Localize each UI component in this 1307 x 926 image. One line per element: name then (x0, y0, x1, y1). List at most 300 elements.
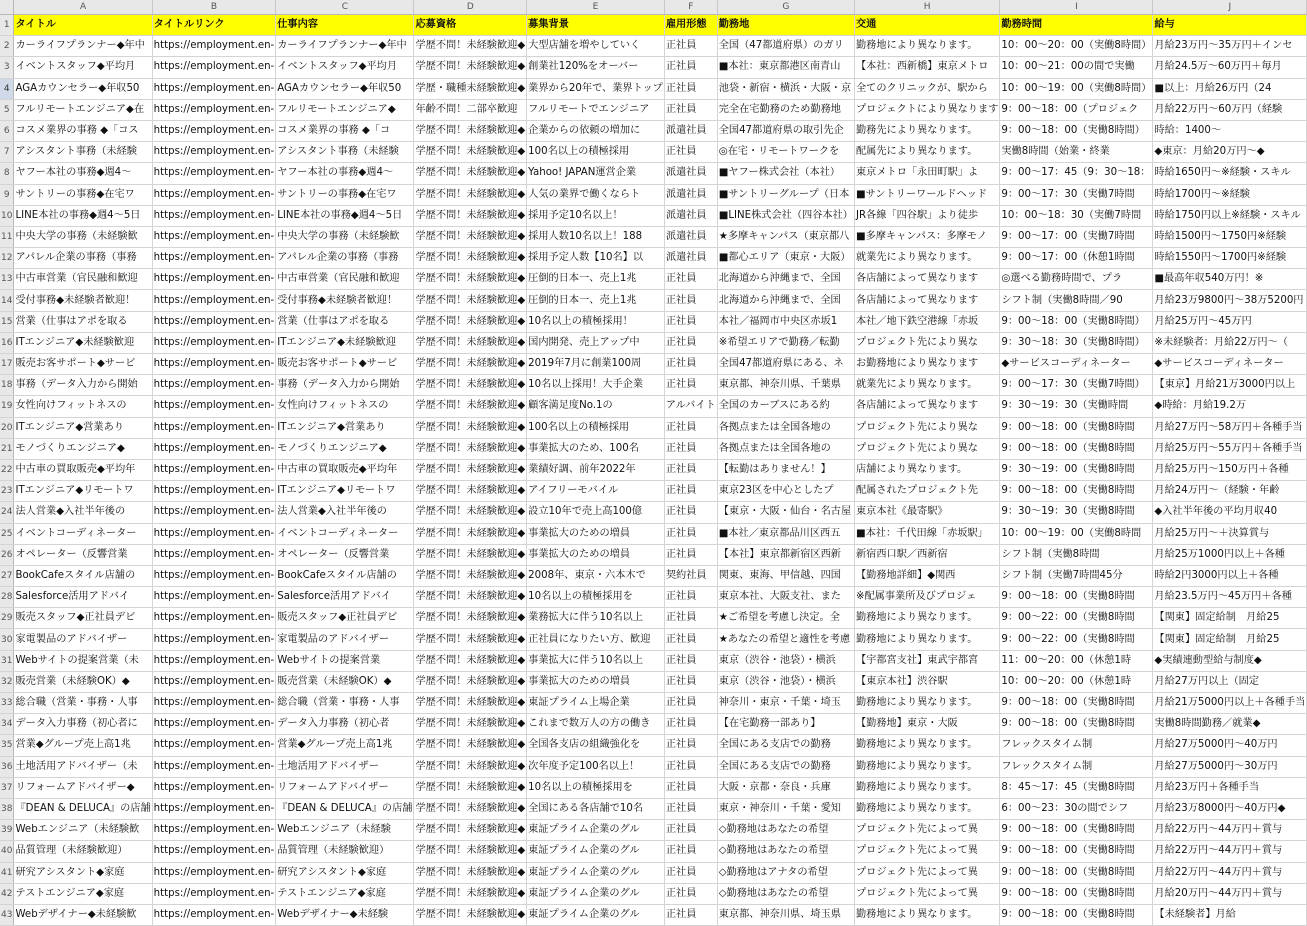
cell-i[interactable]: 9：00〜17：30（実働7時間） (1000, 375, 1153, 396)
cell-d[interactable]: 学歴不問！未経験歓迎◆ (414, 205, 527, 226)
cell-i[interactable]: 9：00〜17：30（実働7時間 (1000, 184, 1153, 205)
cell-b[interactable]: https://employment.en- (152, 99, 276, 120)
cell-d[interactable]: 学歴不問！未経験歓迎◆ (414, 36, 527, 57)
cell-i[interactable]: 9：00〜18：00（実働8時間 (1000, 820, 1153, 841)
cell-j[interactable]: ◆時給：月給19.2万 (1153, 396, 1307, 417)
cell-e[interactable]: 10名以上の積極採用！ (527, 311, 665, 332)
cell-b[interactable]: https://employment.en- (152, 502, 276, 523)
cell-f[interactable]: 正社員 (664, 78, 717, 99)
cell-a[interactable]: アシスタント事務（未経験 (14, 142, 152, 163)
cell-e[interactable]: 事業拡大のための増員 (527, 523, 665, 544)
cell-e[interactable]: 事業拡大のための増員 (527, 671, 665, 692)
cell-i[interactable]: 9：00〜18：00（実働8時間 (1000, 904, 1153, 925)
row-number[interactable]: 26 (0, 544, 14, 565)
cell-j[interactable]: 月給20万円〜44万円＋賞与 (1153, 883, 1307, 904)
cell-f[interactable]: 正社員 (664, 544, 717, 565)
cell-g[interactable]: 東京本社、大阪支社、また (717, 587, 854, 608)
row-number[interactable]: 17 (0, 354, 14, 375)
cell-j[interactable]: 時給1550円〜1700円※経験 (1153, 248, 1307, 269)
cell-i[interactable]: シフト制（実働8時間／90 (1000, 290, 1153, 311)
cell-h[interactable]: 東京メトロ「永田町駅」よ (854, 163, 999, 184)
cell-b[interactable]: https://employment.en- (152, 311, 276, 332)
cell-b[interactable]: https://employment.en- (152, 904, 276, 925)
cell-d[interactable]: 学歴不問！未経験歓迎◆ (414, 417, 527, 438)
cell-d[interactable]: 学歴不問！未経験歓迎◆ (414, 671, 527, 692)
cell-j[interactable]: 月給25万円〜55万円＋各種手当 (1153, 438, 1307, 459)
cell-a[interactable]: 中央大学の事務（未経験歓 (14, 226, 152, 247)
cell-j[interactable]: ■以上：月給26万円（24 (1153, 78, 1307, 99)
cell-h[interactable]: プロジェクトにより異なります (854, 99, 999, 120)
header-cell-i[interactable]: 勤務時間 (1000, 15, 1153, 36)
cell-j[interactable]: 月給22万円〜44万円＋賞与 (1153, 820, 1307, 841)
cell-i[interactable]: 9：00〜18：00（実働8時間 (1000, 841, 1153, 862)
cell-c[interactable]: イベントスタッフ◆平均月 (276, 57, 414, 78)
cell-d[interactable]: 学歴不問！未経験歓迎◆ (414, 354, 527, 375)
cell-e[interactable]: 東証プライム企業のグル (527, 862, 665, 883)
cell-g[interactable]: 【在宅勤務一部あり】 (717, 714, 854, 735)
cell-d[interactable]: 学歴不問！未経験歓迎◆ (414, 629, 527, 650)
cell-e[interactable]: 国内開発、売上アップ中 (527, 332, 665, 353)
cell-a[interactable]: テストエンジニア◆家庭 (14, 883, 152, 904)
cell-g[interactable]: 全国にある支店での勤務 (717, 735, 854, 756)
cell-e[interactable]: 10名以上の積極採用を (527, 587, 665, 608)
cell-g[interactable]: 北海道から沖縄まで、全国 (717, 269, 854, 290)
row-number[interactable]: 12 (0, 248, 14, 269)
cell-c[interactable]: リフォームアドバイザー (276, 777, 414, 798)
cell-c[interactable]: Salesforce活用アドバイ (276, 587, 414, 608)
cell-h[interactable]: 店舗により異なります。 (854, 459, 999, 480)
cell-a[interactable]: 『DEAN & DELUCA』の店舗 (14, 798, 152, 819)
cell-f[interactable]: 正社員 (664, 671, 717, 692)
cell-a[interactable]: ITエンジニア◆リモートワ (14, 481, 152, 502)
cell-h[interactable]: 配属されたプロジェクト先 (854, 481, 999, 502)
cell-h[interactable]: プロジェクト先により異な (854, 332, 999, 353)
cell-b[interactable]: https://employment.en- (152, 883, 276, 904)
cell-g[interactable]: 北海道から沖縄まで、全国 (717, 290, 854, 311)
cell-g[interactable]: ■LINE株式会社（四谷本社） (717, 205, 854, 226)
cell-j[interactable]: 時給1500円〜1750円※経験 (1153, 226, 1307, 247)
cell-f[interactable]: 正社員 (664, 756, 717, 777)
cell-j[interactable]: 月給23万円＋各種手当 (1153, 777, 1307, 798)
cell-j[interactable]: 時給：1400〜 (1153, 120, 1307, 141)
header-cell-f[interactable]: 雇用形態 (664, 15, 717, 36)
cell-g[interactable]: ◇勤務地はアナタの希望 (717, 862, 854, 883)
cell-g[interactable]: 【東京・大阪・仙台・名古屋 (717, 502, 854, 523)
cell-i[interactable]: 9：00〜22：00（実働8時間 (1000, 629, 1153, 650)
cell-b[interactable]: https://employment.en- (152, 693, 276, 714)
cell-i[interactable]: 9：00〜17：45（9：30〜18： (1000, 163, 1153, 184)
cell-g[interactable]: ■本社／東京都品川区西五 (717, 523, 854, 544)
cell-h[interactable]: 各店舗によって異なります (854, 396, 999, 417)
cell-a[interactable]: Salesforce活用アドバイ (14, 587, 152, 608)
cell-h[interactable]: 【勤務地詳細】◆関西 (854, 565, 999, 586)
cell-j[interactable]: 月給22万円〜60万円（経験 (1153, 99, 1307, 120)
row-number[interactable]: 15 (0, 311, 14, 332)
cell-j[interactable]: ◆実績連動型給与制度◆ (1153, 650, 1307, 671)
cell-i[interactable]: 実働8時間（始業・終業 (1000, 142, 1153, 163)
cell-b[interactable]: https://employment.en- (152, 120, 276, 141)
cell-c[interactable]: 営業◆グループ売上高1兆 (276, 735, 414, 756)
cell-d[interactable]: 学歴不問！未経験歓迎◆ (414, 481, 527, 502)
cell-h[interactable]: プロジェクト先により異な (854, 438, 999, 459)
cell-i[interactable]: 9：00〜18：00（実働8時間） (1000, 120, 1153, 141)
cell-e[interactable]: 正社員になりたい方、歓迎 (527, 629, 665, 650)
cell-j[interactable]: 時給2円3000円以上＋各種 (1153, 565, 1307, 586)
row-number[interactable]: 39 (0, 820, 14, 841)
cell-b[interactable]: https://employment.en- (152, 269, 276, 290)
cell-a[interactable]: リフォームアドバイザー◆ (14, 777, 152, 798)
cell-c[interactable]: 販売お客サポート◆サービ (276, 354, 414, 375)
cell-b[interactable]: https://employment.en- (152, 523, 276, 544)
cell-d[interactable]: 学歴不問！未経験歓迎◆ (414, 904, 527, 925)
column-header-a[interactable]: A (14, 0, 152, 15)
cell-d[interactable]: 学歴不問！未経験歓迎◆ (414, 438, 527, 459)
cell-a[interactable]: 受付事務◆未経験者歓迎！ (14, 290, 152, 311)
row-number[interactable]: 14 (0, 290, 14, 311)
cell-h[interactable]: 東京本社《最寄駅》 (854, 502, 999, 523)
cell-j[interactable]: 【東京】月給21万3000円以上 (1153, 375, 1307, 396)
cell-g[interactable]: 全国にある支店での勤務 (717, 756, 854, 777)
column-header-h[interactable]: H (854, 0, 999, 15)
cell-a[interactable]: ヤフー本社の事務◆週4〜 (14, 163, 152, 184)
cell-b[interactable]: https://employment.en- (152, 820, 276, 841)
cell-j[interactable]: 実働8時間勤務／就業◆ (1153, 714, 1307, 735)
cell-h[interactable]: 勤務地により異なります。 (854, 777, 999, 798)
cell-c[interactable]: アシスタント事務（未経験 (276, 142, 414, 163)
cell-j[interactable]: 月給23.5万円〜45万円＋各種 (1153, 587, 1307, 608)
cell-c[interactable]: 事務（データ入力から開始 (276, 375, 414, 396)
cell-c[interactable]: Webデザイナー◆未経験 (276, 904, 414, 925)
cell-a[interactable]: 研究アシスタント◆家庭 (14, 862, 152, 883)
cell-e[interactable]: 大型店舗を増やしていく (527, 36, 665, 57)
column-header-i[interactable]: I (1000, 0, 1153, 15)
cell-a[interactable]: 土地活用アドバイザー（未 (14, 756, 152, 777)
row-number[interactable]: 13 (0, 269, 14, 290)
cell-f[interactable]: 正社員 (664, 862, 717, 883)
row-number[interactable]: 28 (0, 587, 14, 608)
cell-c[interactable]: Webエンジニア（未経験 (276, 820, 414, 841)
cell-d[interactable]: 学歴不問！未経験歓迎◆ (414, 142, 527, 163)
header-cell-b[interactable]: タイトルリンク (152, 15, 276, 36)
cell-f[interactable]: 正社員 (664, 481, 717, 502)
cell-a[interactable]: モノづくりエンジニア◆ (14, 438, 152, 459)
cell-g[interactable]: 完全在宅勤務のため勤務地 (717, 99, 854, 120)
cell-c[interactable]: 中古車営業（官民融和歓迎 (276, 269, 414, 290)
cell-h[interactable]: JR各線「四谷駅」より徒歩 (854, 205, 999, 226)
row-number[interactable]: 42 (0, 883, 14, 904)
row-number[interactable]: 1 (0, 15, 14, 36)
cell-h[interactable]: 【宇都宮支社】東武宇都宮 (854, 650, 999, 671)
cell-g[interactable]: ■都心エリア（東京・大阪） (717, 248, 854, 269)
cell-i[interactable]: 10：00〜20：00（実働8時間） (1000, 36, 1153, 57)
cell-b[interactable]: https://employment.en- (152, 459, 276, 480)
cell-b[interactable]: https://employment.en- (152, 735, 276, 756)
cell-d[interactable]: 学歴不問！未経験歓迎◆ (414, 396, 527, 417)
cell-i[interactable]: 9：00〜18：00（プロジェク (1000, 99, 1153, 120)
cell-f[interactable]: 正社員 (664, 587, 717, 608)
cell-f[interactable]: 正社員 (664, 841, 717, 862)
cell-h[interactable]: ※配属事業所及びプロジェ (854, 587, 999, 608)
cell-a[interactable]: 販売スタッフ◆正社員デビ (14, 608, 152, 629)
cell-f[interactable]: 派遣社員 (664, 120, 717, 141)
cell-a[interactable]: ITエンジニア◆未経験歓迎 (14, 332, 152, 353)
cell-h[interactable]: 配属先により異なります。 (854, 142, 999, 163)
cell-d[interactable]: 学歴不問！未経験歓迎◆ (414, 120, 527, 141)
row-number[interactable]: 31 (0, 650, 14, 671)
cell-f[interactable]: 正社員 (664, 904, 717, 925)
cell-i[interactable]: 10：00〜19：00（実働8時間） (1000, 78, 1153, 99)
cell-a[interactable]: データ入力事務（初心者に (14, 714, 152, 735)
cell-h[interactable]: プロジェクト先によって異 (854, 841, 999, 862)
cell-f[interactable]: 正社員 (664, 650, 717, 671)
cell-f[interactable]: 正社員 (664, 629, 717, 650)
cell-g[interactable]: 池袋・新宿・横浜・大阪・京 (717, 78, 854, 99)
cell-a[interactable]: イベントスタッフ◆平均月 (14, 57, 152, 78)
select-all-corner[interactable] (0, 0, 14, 15)
cell-e[interactable]: Yahoo! JAPAN運営企業 (527, 163, 665, 184)
cell-h[interactable]: 各店舗によって異なります (854, 290, 999, 311)
cell-c[interactable]: データ入力事務（初心者 (276, 714, 414, 735)
cell-i[interactable]: 8：45〜17：45（実働8時間 (1000, 777, 1153, 798)
cell-e[interactable]: 100名以上の積極採用 (527, 142, 665, 163)
cell-e[interactable]: 創業社120%をオーバー (527, 57, 665, 78)
cell-f[interactable]: 正社員 (664, 693, 717, 714)
cell-c[interactable]: LINE本社の事務◆週4〜5日 (276, 205, 414, 226)
cell-i[interactable]: 9：00〜18：00（実働8時間 (1000, 693, 1153, 714)
cell-e[interactable]: 企業からの依頼の増加に (527, 120, 665, 141)
cell-g[interactable]: 【転勤はありません！】 (717, 459, 854, 480)
cell-i[interactable]: 9：00〜18：00（実働8時間 (1000, 883, 1153, 904)
cell-c[interactable]: 女性向けフィットネスの (276, 396, 414, 417)
cell-g[interactable]: ★あなたの希望と適性を考慮 (717, 629, 854, 650)
cell-e[interactable]: 設立10年で売上高100億 (527, 502, 665, 523)
cell-h[interactable]: 各店舗によって異なります (854, 269, 999, 290)
cell-h[interactable]: プロジェクト先によって異 (854, 820, 999, 841)
cell-d[interactable]: 学歴・職種未経験歓迎◆ (414, 78, 527, 99)
cell-g[interactable]: 神奈川・東京・千葉・埼玉 (717, 693, 854, 714)
cell-e[interactable]: 10名以上採用！大手企業 (527, 375, 665, 396)
cell-h[interactable]: 勤務地により異なります。 (854, 735, 999, 756)
cell-b[interactable]: https://employment.en- (152, 290, 276, 311)
cell-h[interactable]: 勤務地により異なります。 (854, 693, 999, 714)
cell-d[interactable]: 学歴不問！未経験歓迎◆ (414, 820, 527, 841)
cell-d[interactable]: 学歴不問！未経験歓迎◆ (414, 163, 527, 184)
cell-c[interactable]: 受付事務◆未経験者歓迎！ (276, 290, 414, 311)
cell-j[interactable]: 月給22万円〜44万円＋賞与 (1153, 862, 1307, 883)
cell-c[interactable]: 営業（仕事はアポを取る (276, 311, 414, 332)
cell-f[interactable]: 正社員 (664, 57, 717, 78)
cell-j[interactable]: 月給21万5000円以上＋各種手当 (1153, 693, 1307, 714)
cell-c[interactable]: BookCafeスタイル店舗の (276, 565, 414, 586)
cell-e[interactable]: 顧客満足度No.1の (527, 396, 665, 417)
cell-d[interactable]: 学歴不問！未経験歓迎◆ (414, 544, 527, 565)
cell-f[interactable]: 正社員 (664, 714, 717, 735)
cell-d[interactable]: 学歴不問！未経験歓迎◆ (414, 777, 527, 798)
cell-e[interactable]: 100名以上の積極採用 (527, 417, 665, 438)
cell-a[interactable]: Webデザイナー◆未経験歓 (14, 904, 152, 925)
cell-b[interactable]: https://employment.en- (152, 862, 276, 883)
cell-c[interactable]: サントリーの事務◆在宅ワ (276, 184, 414, 205)
row-number[interactable]: 36 (0, 756, 14, 777)
cell-a[interactable]: 家電製品のアドバイザー (14, 629, 152, 650)
cell-f[interactable]: 正社員 (664, 883, 717, 904)
row-number[interactable]: 22 (0, 459, 14, 480)
cell-j[interactable]: 月給23万円〜35万円＋インセ (1153, 36, 1307, 57)
header-cell-h[interactable]: 交通 (854, 15, 999, 36)
cell-i[interactable]: 10：00〜19：00（実働8時間 (1000, 523, 1153, 544)
cell-h[interactable]: 【勤務地】東京・大阪 (854, 714, 999, 735)
row-number[interactable]: 10 (0, 205, 14, 226)
cell-c[interactable]: 販売営業（未経験OK）◆ (276, 671, 414, 692)
cell-c[interactable]: テストエンジニア◆家庭 (276, 883, 414, 904)
cell-g[interactable]: ■本社：東京都港区南青山 (717, 57, 854, 78)
cell-a[interactable]: 販売営業（未経験OK）◆ (14, 671, 152, 692)
cell-d[interactable]: 学歴不問！未経験歓迎◆ (414, 693, 527, 714)
cell-j[interactable]: 月給24万円〜（経験・年齢 (1153, 481, 1307, 502)
cell-b[interactable]: https://employment.en- (152, 650, 276, 671)
cell-c[interactable]: 中央大学の事務（未経験歓 (276, 226, 414, 247)
cell-i[interactable]: 9：00〜18：00（実働8時間 (1000, 587, 1153, 608)
cell-f[interactable]: 派遣社員 (664, 163, 717, 184)
cell-d[interactable]: 学歴不問！未経験歓迎◆ (414, 459, 527, 480)
cell-f[interactable]: 正社員 (664, 269, 717, 290)
cell-h[interactable]: ■多摩キャンパス：多摩モノ (854, 226, 999, 247)
cell-d[interactable]: 学歴不問！未経験歓迎◆ (414, 269, 527, 290)
header-cell-a[interactable]: タイトル (14, 15, 152, 36)
cell-c[interactable]: オペレーター（反響営業 (276, 544, 414, 565)
cell-j[interactable]: 時給1650円〜※経験・スキル (1153, 163, 1307, 184)
cell-f[interactable]: 正社員 (664, 735, 717, 756)
cell-b[interactable]: https://employment.en- (152, 841, 276, 862)
cell-c[interactable]: Webサイトの提案営業 (276, 650, 414, 671)
cell-d[interactable]: 学歴不問！未経験歓迎◆ (414, 883, 527, 904)
cell-c[interactable]: アパレル企業の事務（事務 (276, 248, 414, 269)
cell-c[interactable]: フルリモートエンジニア◆ (276, 99, 414, 120)
cell-g[interactable]: 大阪・京都・奈良・兵庫 (717, 777, 854, 798)
cell-c[interactable]: イベントコーディネーター (276, 523, 414, 544)
cell-e[interactable]: 圧倒的日本一、売上1兆 (527, 290, 665, 311)
cell-i[interactable]: 9：00〜18：00（実働8時間 (1000, 438, 1153, 459)
cell-c[interactable]: 土地活用アドバイザー (276, 756, 414, 777)
cell-h[interactable]: 勤務地により異なります。 (854, 756, 999, 777)
cell-j[interactable]: 時給1700円〜※経験 (1153, 184, 1307, 205)
cell-a[interactable]: 中古車の買取販売◆平均年 (14, 459, 152, 480)
cell-e[interactable]: 事業拡大のための増員 (527, 544, 665, 565)
cell-g[interactable]: 東京都、神奈川県、千葉県 (717, 375, 854, 396)
cell-c[interactable]: ITエンジニア◆未経験歓迎 (276, 332, 414, 353)
cell-j[interactable]: 月給25万1000円以上＋各種 (1153, 544, 1307, 565)
cell-j[interactable]: 月給25万円〜150万円＋各種 (1153, 459, 1307, 480)
cell-a[interactable]: AGAカウンセラー◆年収50 (14, 78, 152, 99)
cell-e[interactable]: 東証プライム企業のグル (527, 841, 665, 862)
cell-j[interactable]: 月給25万円〜45万円 (1153, 311, 1307, 332)
cell-e[interactable]: 圧倒的日本一、売上1兆 (527, 269, 665, 290)
cell-i[interactable]: ◎選べる勤務時間で、プラ (1000, 269, 1153, 290)
cell-h[interactable]: 【東京本社】渋谷駅 (854, 671, 999, 692)
cell-a[interactable]: 総合職（営業・事務・人事 (14, 693, 152, 714)
cell-f[interactable]: 正社員 (664, 311, 717, 332)
cell-d[interactable]: 学歴不問！未経験歓迎◆ (414, 735, 527, 756)
cell-d[interactable]: 学歴不問！未経験歓迎◆ (414, 226, 527, 247)
cell-i[interactable]: フレックスタイム制 (1000, 756, 1153, 777)
cell-i[interactable]: 10：00〜21：00の間で実働 (1000, 57, 1153, 78)
row-number[interactable]: 32 (0, 671, 14, 692)
cell-g[interactable]: 全国のカーブスにある約 (717, 396, 854, 417)
cell-j[interactable]: 月給23万9800円〜38万5200円 (1153, 290, 1307, 311)
cell-e[interactable]: 業務拡大に伴う10名以上 (527, 608, 665, 629)
cell-f[interactable]: 正社員 (664, 502, 717, 523)
cell-j[interactable]: 時給1750円以上※経験・スキル (1153, 205, 1307, 226)
cell-h[interactable]: 勤務地により異なります。 (854, 36, 999, 57)
cell-c[interactable]: ITエンジニア◆営業あり (276, 417, 414, 438)
cell-h[interactable]: 就業先により異なります。 (854, 375, 999, 396)
cell-h[interactable]: 勤務地により異なります。 (854, 904, 999, 925)
header-cell-d[interactable]: 応募資格 (414, 15, 527, 36)
cell-b[interactable]: https://employment.en- (152, 777, 276, 798)
cell-b[interactable]: https://employment.en- (152, 396, 276, 417)
cell-g[interactable]: 東京都、神奈川県、埼玉県 (717, 904, 854, 925)
cell-g[interactable]: 各拠点または全国各地の (717, 417, 854, 438)
cell-b[interactable]: https://employment.en- (152, 184, 276, 205)
cell-e[interactable]: 事業拡大のため、100名 (527, 438, 665, 459)
cell-d[interactable]: 学歴不問！未経験歓迎◆ (414, 248, 527, 269)
cell-j[interactable]: ◆サービスコーディネーター (1153, 354, 1307, 375)
cell-g[interactable]: 東京（渋谷・池袋）・横浜 (717, 650, 854, 671)
row-number[interactable]: 11 (0, 226, 14, 247)
cell-d[interactable]: 学歴不問！未経験歓迎◆ (414, 650, 527, 671)
cell-g[interactable]: ◇勤務地はあなたの希望 (717, 820, 854, 841)
cell-f[interactable]: 正社員 (664, 798, 717, 819)
cell-h[interactable]: 新宿西口駅／西新宿 (854, 544, 999, 565)
cell-h[interactable]: 本社／地下鉄空港線「赤坂 (854, 311, 999, 332)
cell-e[interactable]: 東証プライム企業のグル (527, 820, 665, 841)
cell-g[interactable]: 全国47都道府県にある、ネ (717, 354, 854, 375)
cell-h[interactable]: プロジェクト先により異な (854, 417, 999, 438)
cell-b[interactable]: https://employment.en- (152, 714, 276, 735)
cell-d[interactable]: 学歴不問！未経験歓迎◆ (414, 862, 527, 883)
cell-f[interactable]: 正社員 (664, 142, 717, 163)
cell-e[interactable]: 次年度予定100名以上！ (527, 756, 665, 777)
cell-e[interactable]: 全国にある各店舗で10名 (527, 798, 665, 819)
column-header-b[interactable]: B (152, 0, 276, 15)
cell-j[interactable]: ※未経験者：月給22万円〜（ (1153, 332, 1307, 353)
cell-c[interactable]: 研究アシスタント◆家庭 (276, 862, 414, 883)
cell-d[interactable]: 学歴不問！未経験歓迎◆ (414, 57, 527, 78)
cell-j[interactable]: 【未経験者】月給 (1153, 904, 1307, 925)
row-number[interactable]: 19 (0, 396, 14, 417)
cell-a[interactable]: 営業◆グループ売上高1兆 (14, 735, 152, 756)
cell-g[interactable]: 全国47都道府県の取引先企 (717, 120, 854, 141)
row-number[interactable]: 27 (0, 565, 14, 586)
row-number[interactable]: 34 (0, 714, 14, 735)
header-cell-c[interactable]: 仕事内容 (276, 15, 414, 36)
cell-a[interactable]: 女性向けフィットネスの (14, 396, 152, 417)
cell-h[interactable]: 【本社：西新橋】東京メトロ (854, 57, 999, 78)
cell-g[interactable]: ◎在宅・リモートワークを (717, 142, 854, 163)
cell-i[interactable]: 9：30〜19：30（実働時間 (1000, 396, 1153, 417)
cell-b[interactable]: https://employment.en- (152, 587, 276, 608)
cell-c[interactable]: コスメ業界の事務 ◆「コ (276, 120, 414, 141)
cell-d[interactable]: 学歴不問！未経験歓迎◆ (414, 502, 527, 523)
cell-c[interactable]: 販売スタッフ◆正社員デビ (276, 608, 414, 629)
row-number[interactable]: 23 (0, 481, 14, 502)
cell-i[interactable]: 9：00〜18：00（実働8時間 (1000, 481, 1153, 502)
cell-f[interactable]: 正社員 (664, 459, 717, 480)
cell-j[interactable]: 月給22万円〜44万円＋賞与 (1153, 841, 1307, 862)
cell-b[interactable]: https://employment.en- (152, 205, 276, 226)
cell-b[interactable]: https://employment.en- (152, 354, 276, 375)
cell-j[interactable]: 月給25万円〜＋決算賞与 (1153, 523, 1307, 544)
